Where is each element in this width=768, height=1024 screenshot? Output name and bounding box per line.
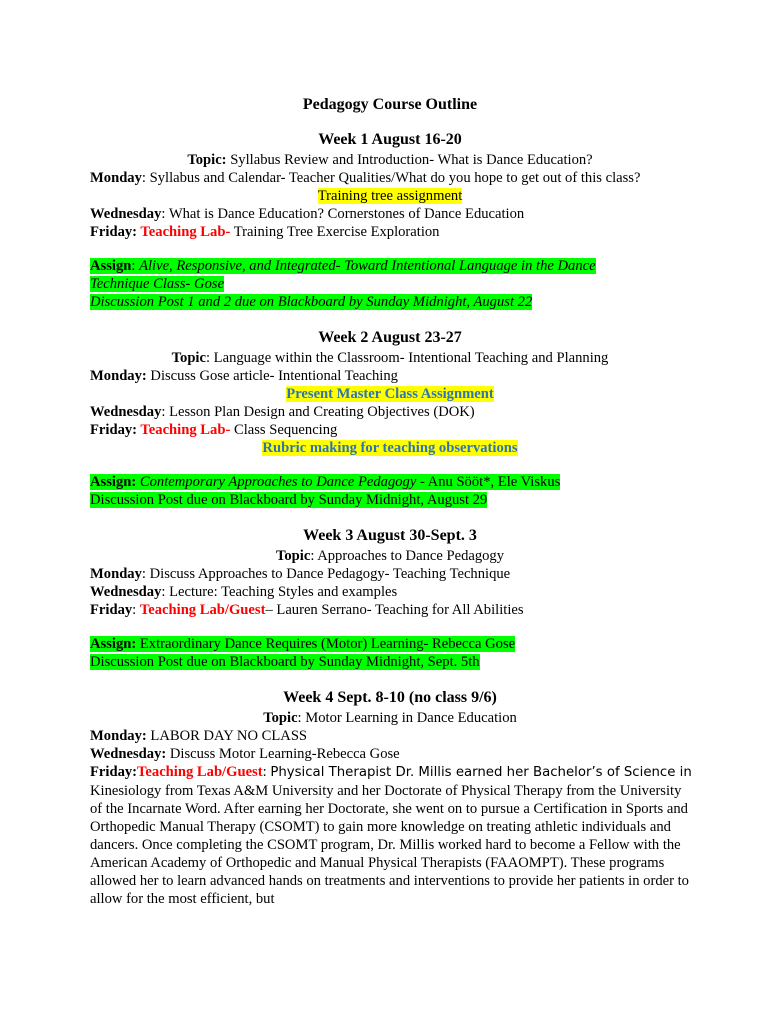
week2-monday: Monday: Discuss Gose article- Intentional Teaching [90,368,398,384]
week3-monday: Monday: Discuss Approaches to Dance Pedagogy- Teaching Technique [90,566,511,582]
week1-monday: Monday: Syllabus and Calendar- Teacher Qualities/What do you hope to get out of this class? [90,170,641,186]
week2-topic: Topic: Language within the Classroom- Intentional Teaching and Planning [171,350,609,366]
week2-discussion: Discussion Post due on Blackboard by Sunday Midnight, August 29 [90,492,488,508]
week3-heading: Week 3 August 30-Sept. 3 [303,527,477,544]
week3-assign: Assign: Extraordinary Dance Requires (Motor) Learning- Rebecca Gose [90,636,516,652]
week1-friday: Friday: Teaching Lab- Training Tree Exercise Exploration [90,224,440,240]
week1-highlight: Training tree assignment [317,188,463,204]
week3-wednesday: Wednesday: Lecture: Teaching Styles and examples [90,584,398,600]
week4-heading: Week 4 Sept. 8-10 (no class 9/6) [283,689,497,706]
week2-heading: Week 2 August 23-27 [318,329,462,346]
week4-topic: Topic: Motor Learning in Dance Education [263,710,517,726]
page-title: Pedagogy Course Outline [302,96,478,113]
week3-friday: Friday: Teaching Lab/Guest– Lauren Serrano- Teaching for All Abilities [90,602,524,618]
week4-friday: Friday:Teaching Lab/Guest: Physical Therapist Dr. Millis earned her Bachelor’s of Science in [90,764,692,780]
week4-monday: Monday: LABOR DAY NO CLASS [90,728,308,744]
week1-topic: Topic: Syllabus Review and Introduction- What is Dance Education? [187,152,593,168]
week2-highlight-rubric: Rubric making for teaching observations [262,440,518,456]
course-outline [90,93,690,908]
week1-assign: Assign: Alive, Responsive, and Integrated- Toward Intentional Language in the Dance [90,258,596,274]
week1-assign-cont: Technique Class- Gose [90,276,225,292]
week1-discussion: Discussion Post 1 and 2 due on Blackboard by Sunday Midnight, August 22 [90,294,533,310]
week1-heading: Week 1 August 16-20 [318,131,462,148]
week2-friday: Friday: Teaching Lab- Class Sequencing [90,422,338,438]
week2-wednesday: Wednesday: Lesson Plan Design and Creating Objectives (DOK) [90,404,475,420]
week4-guest-bio: Kinesiology from Texas A&M University and her Doctorate of Physical Therapy from the University of the Incarnate Word. After earning her Doctorate, she went on to pursue a Certification in Sports and Orthopedic Manual Therapy (CSOMT) to gain more knowledge on treating athletic individuals and dancers. Once completing the CSOMT program, Dr. Millis worked hard to become a Fellow with the American Academy of Orthopedic and Manual Physical Therapists (FAAOMPT). These programs allowed her to learn advanced hands on treatments and interventions to provide her patients in order to allow for the most efficient, but [90,783,689,907]
week1-wednesday: Wednesday: What is Dance Education? Cornerstones of Dance Education [90,206,525,222]
week3-topic: Topic: Approaches to Dance Pedagogy [275,548,505,564]
week2-highlight-master-class: Present Master Class Assignment [286,386,494,402]
week3-discussion: Discussion Post due on Blackboard by Sunday Midnight, Sept. 5th [90,654,480,670]
week2-assign: Assign: Contemporary Approaches to Dance Pedagogy - Anu Sööt*, Ele Viskus [90,474,561,490]
week4-wednesday: Wednesday: Discuss Motor Learning-Rebecca Gose [90,746,400,762]
